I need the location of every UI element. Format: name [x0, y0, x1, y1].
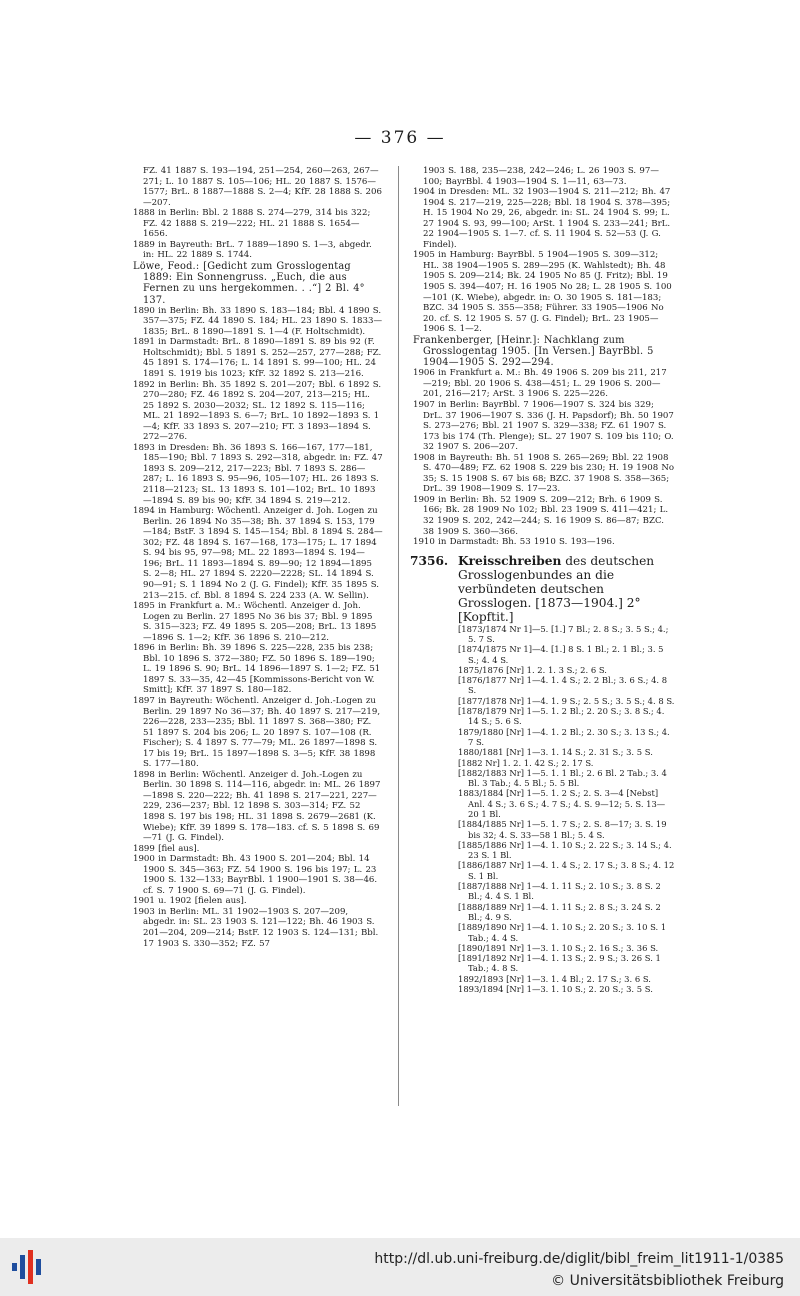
sub-entry: [1889/1890 Nr] 1—4. 1. 10 S.; 2. 20 S.; 3. 10 S. 1 Tab.; 4. 4 S.	[458, 922, 667, 943]
citation-entry: 1889 in Bayreuth: BrL. 7 1889—1890 S. 1—3, abgedr. in: HL. 22 1889 S. 1744.	[133, 239, 372, 261]
citation-entry: 1905 in Hamburg: BayrBbl. 5 1904—1905 S. 309—312; HL. 38 1904—1905 S. 289—295 (K. Wahlstedt); Bh. 48 1905 S. 209—214; Bk. 24 1905 No 85 (J. Fritz); Bbl. 19 1905 S. 394—407; H. 16 1905 No 28; L. 28 1905 S. 100—101 (K. Wiebe), abgedr. in: O. 30 1905 S. 181—183; BZC. 34 1905 S. 355—358; Führer. 33 1905—1906 No 20. cf. S. 12 1905 S. 57 (J. G. Findel); BrL. 23 1905—1906 S. 1—2.	[413, 250, 672, 335]
sub-entry: [1884/1885 Nr] 1—5. 1. 7 S.; 2. S. 8—17; 3. S. 19 bis 32; 4. S. 33—58 1 Bl.; 5. 4 S.	[458, 819, 667, 840]
entry-text: des deutschen Grosslogenbundes an die verbündeten deutschen Grosslogen. [1873—1904.] 2° [Kopftit.]	[458, 553, 655, 624]
sub-entry: 1883/1884 [Nr] 1—5. 1. 2 S.; 2. S. 3—4 [Nebst] Anl. 4 S.; 3. 6 S.; 4. 7 S.; 4. S. 9—12; 5. S. 13—20 1 Bl.	[458, 788, 666, 819]
column-divider	[398, 166, 399, 1106]
sub-entry: [1874/1875 Nr 1]—4. [1.] 8 S. 1 Bl.; 2. 1 Bl.; 3. 5 S.; 4. 4 S.	[458, 644, 664, 665]
citation-entry: FZ. 41 1887 S. 193—194, 251—254, 260—263, 267—271; L. 10 1887 S. 105—106; HL. 20 1887 S. 1576—1577; BrL. 8 1887—1888 S. 2—4; KfF. 28 1888 S. 206—207.	[143, 166, 382, 208]
author-entry: Frankenberger, [Heinr.]: Nachklang zum Grosslogentag 1905. [In Versen.] BayrBbl. 5 1904—1905 S. 292—294.	[413, 334, 654, 369]
citation-entry: 1893 in Dresden: Bh. 36 1893 S. 166—167, 177—181, 185—190; Bbl. 7 1893 S. 292—318, abgedr. in: FZ. 47 1893 S. 209—212, 217—223; Bbl. 7 1893 S. 286—287; L. 16 1893 S. 95—96, 105—107; HL. 26 1893 S. 2118—2123; SL. 13 1893 S. 101—102; BrL. 10 1893—1894 S. 89 bis 90; KfF. 34 1894 S. 219—212.	[133, 442, 383, 506]
sub-entry: [1886/1887 Nr] 1—4. 1. 4 S.; 2. 17 S.; 3. 8 S.; 4. 12 S. 1 Bl.	[458, 860, 675, 881]
sub-entry: [1891/1892 Nr] 1—4. 1. 13 S.; 2. 9 S.; 3. 26 S. 1 Tab.; 4. 8 S.	[458, 953, 661, 974]
citation-entry: 1900 in Darmstadt: Bh. 43 1900 S. 201—204; Bbl. 14 1900 S. 345—363; FZ. 54 1900 S. 196 bis 197; L. 23 1900 S. 132—133; BayrBbl. 1 1900—1901 S. 38—46. cf. S. 7 1900 S. 69—71 (J. G. Findel).	[133, 854, 378, 896]
viewer-footer	[0, 1238, 800, 1296]
sub-entry: [1882/1883 Nr] 1—5. 1. 1 Bl.; 2. 6 Bl. 2 Tab.; 3. 4 Bl. 3 Tab.; 4. 5 Bl.; 5. 5 Bl.	[458, 767, 667, 789]
source-url-link[interactable]: http://dl.ub.uni-freiburg.de/diglit/bibl_freim_lit1911-1/0385	[374, 1251, 784, 1267]
citation-entry: 1890 in Berlin: Bh. 33 1890 S. 183—184; Bbl. 4 1890 S. 357—375; FZ. 44 1890 S. 184; HL. 23 1890 S. 1833—1835; BrL. 8 1890—1891 S. 1—4 (F. Holtschmidt).	[133, 305, 383, 337]
author-entry: Löwe, Feod.: [Gedicht zum Grosslogentag 1889: Ein Sonnengruss. „Euch, die aus Fernen zu uns hergekommen. . .“] 2 Bl. 4° 137.	[133, 260, 365, 306]
sub-entry: [1882 Nr] 1. 2. 1. 42 S.; 2. 17 S.	[458, 757, 594, 768]
citation-entry: 1906 in Frankfurt a. M.: Bh. 49 1906 S. 209 bis 211, 217—219; Bbl. 20 1906 S. 438—451; L. 29 1906 S. 200—201, 216—217; ArSt. 3 1906 S. 225—226.	[413, 368, 667, 400]
citation-entry: 1908 in Bayreuth: Bh. 51 1908 S. 265—269; Bbl. 22 1908 S. 470—489; FZ. 62 1908 S. 229 bis 230; H. 19 1908 No 35; S. 15 1908 S. 67 bis 68; BZC. 37 1908 S. 358—365; DrL. 39 1908—1909 S. 17—23.	[413, 452, 675, 495]
citation-entry: 1898 in Berlin: Wöchentl. Anzeiger d. Joh.-Logen zu Berlin. 30 1898 S. 114—116, abgedr. in: ML. 26 1897—1898 S. 220—222; Bh. 41 1898 S. 217—221, 227—229, 236—237; Bbl. 12 1898 S. 303—314; FZ. 52 1898 S. 197 bis 198; HL. 31 1898 S. 2679—2681 (K. Wiebe); KfF. 39 1899 S. 178—183. cf. S. 5 1898 S. 69—71 (J. G. Findel).	[133, 769, 381, 844]
citation-entry: 1892 in Berlin: Bh. 35 1892 S. 201—207; Bbl. 6 1892 S. 270—280; FZ. 46 1892 S. 204—207, 213—215; HL. 25 1892 S. 2030—2032; SL. 12 1892 S. 115—116; ML. 21 1892—1893 S. 6—7; BrL. 10 1892—1893 S. 1—4; KfF. 33 1893 S. 207—210; FT. 3 1893—1894 S. 272—276.	[133, 379, 382, 443]
sub-entry: [1885/1886 Nr] 1—4. 1. 10 S.; 2. 22 S.; 3. 14 S.; 4. 23 S. 1 Bl.	[458, 839, 672, 861]
citation-entry: 1909 in Berlin: Bh. 52 1909 S. 209—212; Brh. 6 1909 S. 166; Bk. 28 1909 No 102; Bbl. 23 1909 S. 411—421; L. 32 1909 S. 202, 242—244; S. 16 1909 S. 86—87; BZC. 38 1909 S. 360—366.	[413, 494, 669, 537]
citation-entry: 1899 [fiel aus].	[133, 843, 200, 854]
sub-entry: 1879/1880 [Nr] 1—4. 1. 2 Bl.; 2. 30 S.; 3. 13 S.; 4. 7 S.	[458, 726, 670, 747]
citation-entry: 1910 in Darmstadt: Bh. 53 1910 S. 193—196.	[413, 537, 615, 548]
copyright-notice: © Universitätsbibliothek Freiburg	[551, 1273, 784, 1289]
left-column	[133, 166, 383, 949]
citation-entry: 1894 in Hamburg: Wöchentl. Anzeiger d. Joh. Logen zu Berlin. 26 1894 No 35—38; Bh. 37 1894 S. 153, 179—184; BstF. 3 1894 S. 145—154; Bbl. 8 1894 S. 284—302; FZ. 48 1894 S. 167—168, 173—175; L. 17 1894 S. 94 bis 95, 97—98; ML. 22 1893—1894 S. 194—196; BrL. 11 1893—1894 S. 89—90; 12 1894—1895 S. 2—8; HL. 27 1894 S. 2220—2228; SL. 14 1894 S. 90—91; S. 1 1894 No 2 (J. G. Findel); KfF. 35 1895 S. 213—215. cf. Bbl. 8 1894 S. 224 233 (A. W. Sellin).	[133, 506, 383, 601]
citation-entry: 1904 in Dresden: ML. 32 1903—1904 S. 211—212; Bh. 47 1904 S. 217—219, 225—228; Bbl. 18 1904 S. 378—395; H. 15 1904 No 29, 26, abgedr. in: SL. 24 1904 S. 99; L. 27 1904 S. 93, 99—100; ArSt. 1 1904 S. 233—241; BrL. 22 1904—1905 S. 1—7. cf. S. 11 1904 S. 52—53 (J. G. Findel).	[413, 187, 671, 250]
citation-entry: 1888 in Berlin: Bbl. 2 1888 S. 274—279, 314 bis 322; FZ. 42 1888 S. 219—222; HL. 21 1888 S. 1654—1656.	[133, 208, 371, 240]
citation-entry: 1903 S. 188, 235—238, 242—246; L. 26 1903 S. 97—100; BayrBbl. 4 1903—1904 S. 1—11, 63—73.	[423, 166, 659, 187]
sub-entry: [1888/1889 Nr] 1—4. 1. 11 S.; 2. 8 S.; 3. 24 S. 2 Bl.; 4. 9 S.	[458, 901, 661, 922]
sub-entry: [1876/1877 Nr] 1—4. 1. 4 S.; 2. 2 Bl.; 3. 6 S.; 4. 8 S.	[458, 675, 668, 696]
right-column	[410, 166, 675, 995]
sub-entry: 1875/1876 [Nr] 1. 2. 1. 3 S.; 2. 6 S.	[458, 664, 607, 675]
sub-entry: [1873/1874 Nr 1]—5. [1.] 7 Bl.; 2. 8 S.; 3. 5 S.; 4.; 5. 7 S.	[458, 623, 669, 644]
page-number: — 376 —	[354, 128, 446, 148]
citation-entry: 1895 in Frankfurt a. M.: Wöchentl. Anzeiger d. Joh. Logen zu Berlin. 27 1895 No 36 bis 37; Bbl. 9 1895 S. 315—323; FZ. 49 1895 S. 205—208; BrL. 13 1895—1896 S. 1—2; KfF. 36 1896 S. 210—212.	[133, 601, 377, 643]
sub-entry-list	[413, 624, 675, 995]
citation-entry: 1901 u. 1902 [fielen aus].	[133, 896, 247, 907]
citation-entry: 1897 in Bayreuth: Wöchentl. Anzeiger d. Joh.-Logen zu Berlin. 29 1897 No 36—37; Bh. 40 1897 S. 217—219, 226—228, 233—235; Bbl. 11 1897 S. 368—380; FZ. 51 1897 S. 204 bis 206; L. 20 1897 S. 107—108 (R. Fischer); S. 4 1897 S. 77—79; ML. 26 1897—1898 S. 17 bis 19; BrL. 15 1897—1898 S. 3—5; KfF. 38 1898 S. 177—180.	[133, 695, 381, 770]
citation-entry: 1896 in Berlin: Bh. 39 1896 S. 225—228, 235 bis 238; Bbl. 10 1896 S. 372—380; FZ. 50 1896 S. 189—190; L. 19 1896 S. 90; BrL. 14 1896—1897 S. 1—2; FZ. 51 1897 S. 33—35, 42—45 [Kommissons-Bericht von W. Smitt]; KfF. 37 1897 S. 180—182.	[133, 643, 381, 696]
main-entry	[410, 553, 675, 624]
sub-entry: [1887/1888 Nr] 1—4. 1. 11 S.; 2. 10 S.; 3. 8 S. 2 Bl.; 4. 4 S. 1 Bl.	[458, 881, 661, 902]
sub-entry: 1880/1881 [Nr] 1—3. 1. 14 S.; 2. 31 S.; 3. 5 S.	[458, 747, 653, 758]
ub-freiburg-logo-icon	[10, 1246, 44, 1288]
entry-number: 7356.	[410, 553, 449, 568]
sub-entry: 1892/1893 [Nr] 1—3. 1. 4 Bl.; 2. 17 S.; 3. 6 S.	[458, 973, 651, 984]
sub-entry: [1890/1891 Nr] 1—3. 1. 10 S.; 2. 16 S.; 3. 36 S.	[458, 942, 659, 953]
citation-entry: 1903 in Berlin: ML. 31 1902—1903 S. 207—209, abgedr. in: SL. 23 1903 S. 121—122; Bh. 46 1903 S. 201—204, 209—214; BstF. 12 1903 S. 124—131; Bbl. 17 1903 S. 330—352; FZ. 57	[133, 906, 379, 949]
sub-entry: [1878/1879 Nr] 1—5. 1. 2 Bl.; 2. 20 S.; 3. 8 S.; 4. 14 S.; 5. 6 S.	[458, 706, 665, 727]
sub-entry: [1877/1878 Nr] 1—4. 1. 9 S.; 2. 5 S.; 3. 5 S.; 4. 8 S.	[458, 695, 675, 706]
sub-entry: 1893/1894 [Nr] 1—3. 1. 10 S.; 2. 20 S.; 3. 5 S.	[458, 984, 653, 995]
entry-title: Kreisschreiben	[458, 553, 562, 568]
citation-entry: 1907 in Berlin: BayrBbl. 7 1906—1907 S. 324 bis 329; DrL. 37 1906—1907 S. 336 (J. H. Papsdorf); Bh. 50 1907 S. 273—276; Bbl. 21 1907 S. 329—338; FZ. 61 1907 S. 173 bis 174 (Th. Plenge); SL. 27 1907 S. 109 bis 110; O. 32 1907 S. 206—207.	[413, 400, 674, 453]
citation-entry: 1891 in Darmstadt: BrL. 8 1890—1891 S. 89 bis 92 (F. Holtschmidt); Bbl. 5 1891 S. 252—257, 277—288; FZ. 45 1891 S. 174—176; L. 14 1891 S. 99—100; HL. 24 1891 S. 1919 bis 1023; KfF. 32 1892 S. 213—216.	[133, 337, 382, 380]
